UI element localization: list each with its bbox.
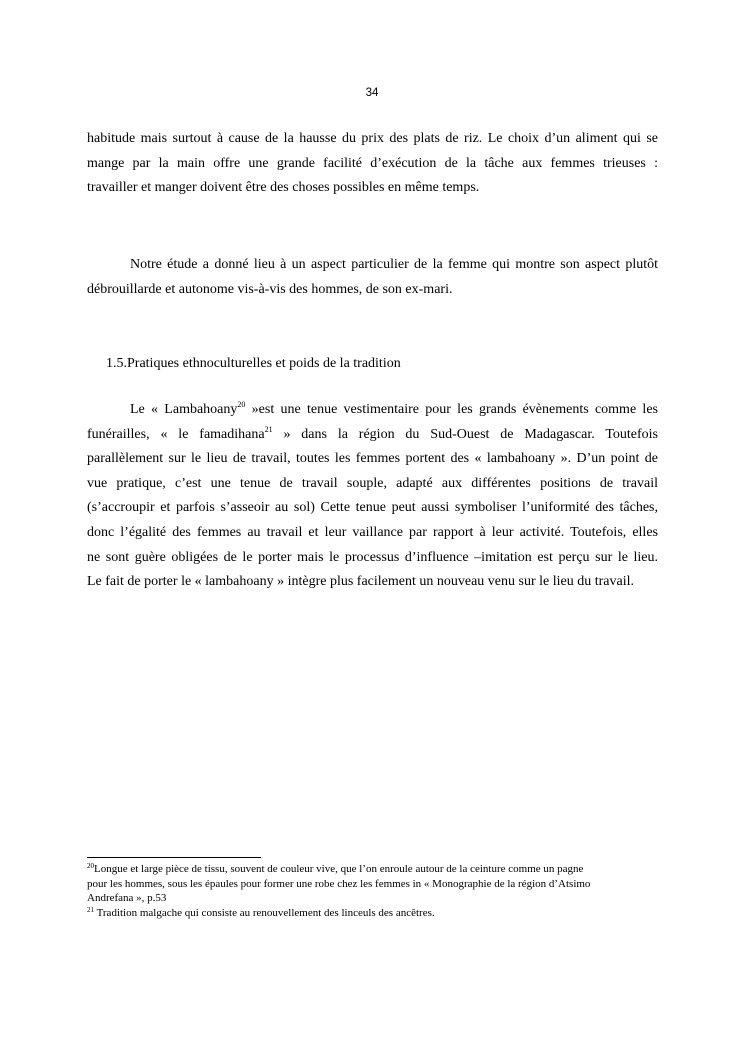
page-number: 34 [365, 87, 379, 99]
footnote-21 [87, 906, 658, 921]
text-line: donc l’égalité des femmes au travail et leur vaillance par rapport à leur activité. Toutefois, elles [87, 524, 658, 540]
text-line: Le « Lambahoany$^{20}$ »est une tenue vestimentaire pour les grands évènements comme les [130, 400, 658, 417]
text-line: funérailles, « le famadihana$^{21}$ » dans la région du Sud-Ouest de Madagascar. Toutefois [87, 424, 658, 442]
text-line: travailler et manger doivent être des choses possibles en même temps. [87, 180, 480, 196]
footnotes [87, 862, 658, 920]
text-line: Le fait de porter le « lambahoany » intègre plus facilement un nouveau venu sur le lieu du travail. [87, 574, 634, 590]
paragraph-1 [87, 127, 658, 201]
footnote-line: Tradition malgache qui consiste au renouvellement des linceuls des ancêtres. [96, 906, 435, 919]
paragraph-2 [87, 253, 658, 302]
footnote-line: Longue et large pièce de tissu, souvent de couleur vive, que l’on enroule autour de la ceinture comme un pagne [94, 863, 584, 875]
text-line: Notre étude a donné lieu à un aspect particulier de la femme qui montre son aspect plutôt [130, 257, 658, 272]
paragraph-3 [87, 398, 658, 595]
text-line: ne sont guère obligées de le porter mais le processus d’influence –imitation est perçu sur le lieu. [87, 549, 658, 565]
footnote-ref-21[interactable]: 21 [264, 424, 273, 434]
footnote-number: 21 [87, 905, 94, 914]
footnote-ref-20[interactable]: 20 [237, 400, 246, 409]
text-line: vue pratique, c’est une tenue de travail souple, adapté aux différentes positions de travail [87, 475, 658, 491]
footnote-20 [87, 862, 658, 906]
text-line: parallèlement sur le lieu de travail, toutes les femmes portent des « lambahoany ». D’un point de [87, 451, 658, 467]
section-heading: 1.5.Pratiques ethnoculturelles et poids de la tradition [106, 356, 401, 371]
footnote-line: pour les hommes, sous les épaules pour former une robe chez les femmes in « Monographie de la région d’Atsimo [87, 877, 591, 890]
footnote-number: 20 [87, 862, 94, 870]
text-line: débrouillarde et autonome vis-à-vis des hommes, de son ex-mari. [87, 281, 453, 297]
text-line: (s’accroupir et parfois s’asseoir au sol) Cette tenue peut aussi symboliser l’uniformité des tâches, [87, 500, 658, 516]
text-line: habitude mais surtout à cause de la hausse du prix des plats de riz. Le choix d’un aliment qui se [87, 131, 658, 146]
footnote-separator [87, 857, 261, 858]
text-line: mange par la main offre une grande facilité d’exécution de la tâche aux femmes trieuses : [87, 155, 658, 171]
footnote-line: Andrefana », p.53 [87, 892, 167, 905]
